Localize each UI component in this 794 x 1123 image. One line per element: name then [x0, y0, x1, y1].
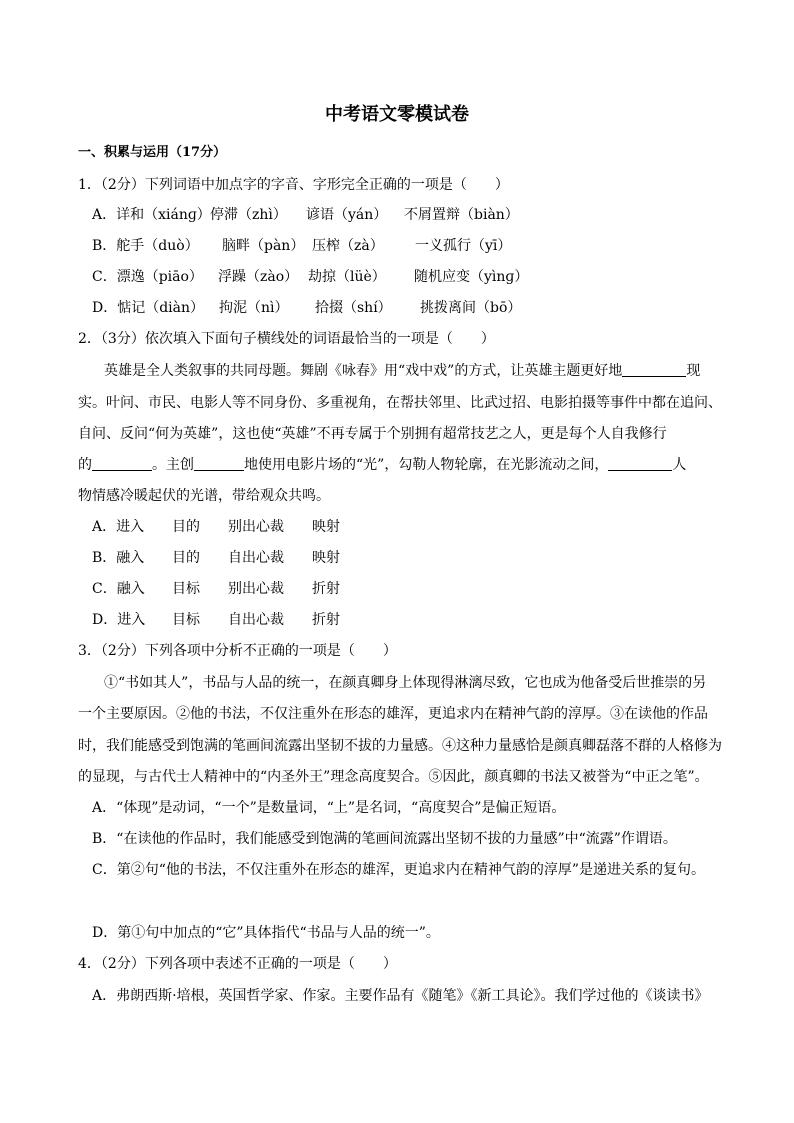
q2-option-c — [92, 580, 340, 598]
page-title: 中考语文零模试卷 — [325, 104, 469, 125]
q3-option-c: C．第②句“他的书法，不仅注重外在形态的雄浑，更追求内在精神气韵的淳厚”是递进关系的复句。 — [92, 862, 706, 878]
q2-passage-line-4 — [78, 456, 686, 474]
fill-blank-2 — [92, 456, 152, 471]
q1-c-word-2: 浮躁（zào） — [218, 269, 299, 285]
q1-d-word-1: D．惦记（diàn） — [92, 300, 205, 316]
q1-d-word-4: 挑拨离间（bō） — [420, 300, 522, 316]
q1-c-word-3: 劫掠（lüè） — [308, 269, 386, 285]
q1-a-word-4: 不屑置辩（biàn） — [404, 207, 519, 223]
q1-b-word-1: B．舵手（duò） — [92, 238, 199, 254]
question-2-stem: 2．（3分）依次填入下面句子横线处的词语最恰当的一项是（ ） — [78, 331, 495, 347]
q2-passage-line-1 — [104, 362, 700, 380]
q2-d-word-3: 自出心裁 — [228, 612, 284, 628]
question-4-stem: 4．（2分）下列各项中表述不正确的一项是（ ） — [78, 956, 397, 972]
q1-option-b — [92, 237, 511, 255]
q2-option-d — [92, 611, 340, 629]
q4-option-a: A．弗朗西斯·培根，英国哲学家、作家。主要作品有《随笔》《新工具论》。我们学过他的《谈读书》 — [92, 988, 709, 1004]
question-1-stem: 1．（2分）下列词语中加点字的字音、字形完全正确的一项是（ ） — [78, 177, 509, 193]
q3-option-b: B．“在读他的作品时，我们能感受到饱满的笔画间流露出坚韧不拔的力量感”中“流露”作谓语。 — [92, 831, 677, 847]
q2-c-word-3: 别出心裁 — [228, 581, 284, 597]
q2-text: 地使用电影片场的“光”，勾勒人物轮廓，在光影流动之间， — [244, 457, 609, 473]
q3-passage-line-3: 时，我们能感受到饱满的笔画间流露出坚韧不拔的力量感。④这种力量感恰是颜真卿磊落不群的人格修为 — [78, 738, 722, 754]
q2-b-word-2: 目的 — [172, 550, 200, 566]
q2-a-word-2: 目的 — [172, 519, 200, 535]
q1-option-c — [92, 268, 528, 286]
q2-option-b — [92, 549, 340, 567]
q2-a-word-4: 映射 — [312, 519, 340, 535]
section-heading: 一、积累与运用（17分） — [78, 145, 227, 160]
q2-d-word-4: 折射 — [312, 612, 340, 628]
q2-passage-line-5: 物情感冷暖起伏的光谱，带给观众共鸣。 — [78, 488, 330, 504]
q2-text: 现 — [686, 363, 701, 379]
q3-option-a: A．“体现”是动词，“一个”是数量词，“上”是名词，“高度契合”是偏正短语。 — [92, 800, 566, 816]
q2-d-word-1: D．进入 — [92, 612, 146, 628]
q2-passage-line-2: 实。叶问、市民、电影人等不同身份、多重视角，在帮扶邻里、比武过招、电影拍摄等事件中都在追问、 — [78, 395, 722, 411]
q1-d-word-3: 拾掇（shí） — [315, 300, 392, 316]
q1-a-word-1: A．详和（xiánɡ） — [92, 207, 211, 223]
q1-a-word-3: 谚语（yán） — [306, 207, 388, 223]
q3-passage-line-2: 一个主要原因。②他的书法，不仅注重外在形态的雄浑，更追求内在精神气韵的淳厚。③在读他的作品 — [78, 706, 708, 722]
q3-passage-line-1: ①“书如其人”，书品与人品的统一，在颜真卿身上体现得淋漓尽致，它也成为他备受后世推崇的另 — [104, 675, 707, 691]
q1-b-word-3: 压榨（zà） — [312, 238, 384, 254]
q3-option-d: D．第①句中加点的“它”具体指代“书品与人品的统一”。 — [92, 925, 440, 941]
q2-text: 。主创 — [152, 457, 194, 473]
q1-option-a — [92, 206, 519, 224]
q2-text: 人 — [672, 457, 687, 473]
fill-blank-3 — [194, 456, 244, 471]
q2-b-word-4: 映射 — [312, 550, 340, 566]
q1-b-word-2: 脑畔（pàn） — [222, 238, 305, 254]
q2-option-a — [92, 518, 340, 536]
q2-d-word-2: 目标 — [172, 612, 200, 628]
q1-d-word-2: 拘泥（nì） — [219, 300, 289, 316]
q2-text: 英雄是全人类叙事的共同母题。舞剧《咏春》用“戏中戏”的方式，让英雄主题更好地 — [104, 363, 623, 379]
q1-a-word-2: 停滞（zhì） — [210, 207, 287, 223]
q2-c-word-2: 目标 — [172, 581, 200, 597]
q3-passage-line-4: 的显现，与古代士人精神中的“内圣外王”理念高度契合。⑤因此，颜真卿的书法又被誉为“中正之笔”。 — [78, 769, 709, 785]
q2-c-word-1: C．融入 — [92, 581, 145, 597]
q2-b-word-3: 自出心裁 — [228, 550, 284, 566]
q2-a-word-1: A．进入 — [92, 519, 145, 535]
q1-option-d — [92, 299, 521, 317]
q2-text: 的 — [78, 457, 92, 473]
q2-b-word-1: B．融入 — [92, 550, 145, 566]
q1-b-word-4: 一义孤行（yī） — [415, 238, 512, 254]
q2-c-word-4: 折射 — [312, 581, 340, 597]
q1-c-word-1: C．漂逸（piāo） — [92, 269, 203, 285]
fill-blank-4 — [608, 456, 672, 471]
question-3-stem: 3．（2分）下列各项中分析不正确的一项是（ ） — [78, 643, 397, 659]
q2-passage-line-3: 自问、反问“何为英雄”，这也使“英雄”不再专属于个别拥有超常技艺之人，更是每个人自我修行 — [78, 426, 667, 442]
q2-a-word-3: 别出心裁 — [228, 519, 284, 535]
fill-blank-1 — [622, 362, 686, 377]
q1-c-word-4: 随机应变（yìnɡ） — [414, 269, 529, 285]
